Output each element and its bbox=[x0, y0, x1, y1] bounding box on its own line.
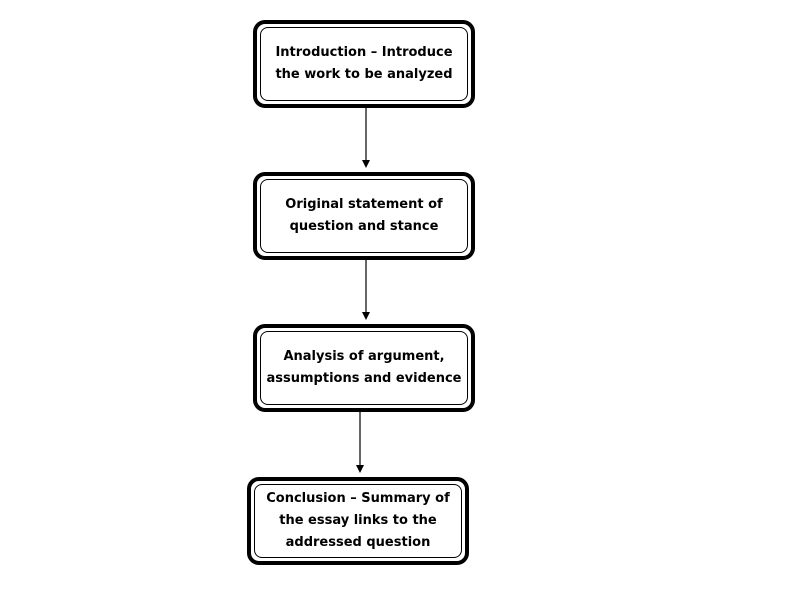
step-original-statement-inner-border bbox=[260, 179, 468, 253]
step-conclusion-label: Conclusion – Summary of the essay links to the addressed question bbox=[266, 491, 450, 550]
step-analysis-label: Analysis of argument, assumptions and evidence bbox=[266, 349, 462, 386]
step-original-statement-box bbox=[253, 172, 475, 260]
step-introduction-box bbox=[253, 20, 475, 108]
step-introduction-inner-border bbox=[260, 27, 468, 101]
step-original-statement-label: Original statement of question and stance bbox=[285, 197, 443, 234]
step-analysis-box bbox=[253, 324, 475, 412]
step-introduction-label: Introduction – Introduce the work to be analyzed bbox=[275, 45, 453, 82]
step-conclusion-box bbox=[247, 477, 469, 565]
step-conclusion-inner-border bbox=[254, 484, 462, 558]
step-analysis-inner-border bbox=[260, 331, 468, 405]
